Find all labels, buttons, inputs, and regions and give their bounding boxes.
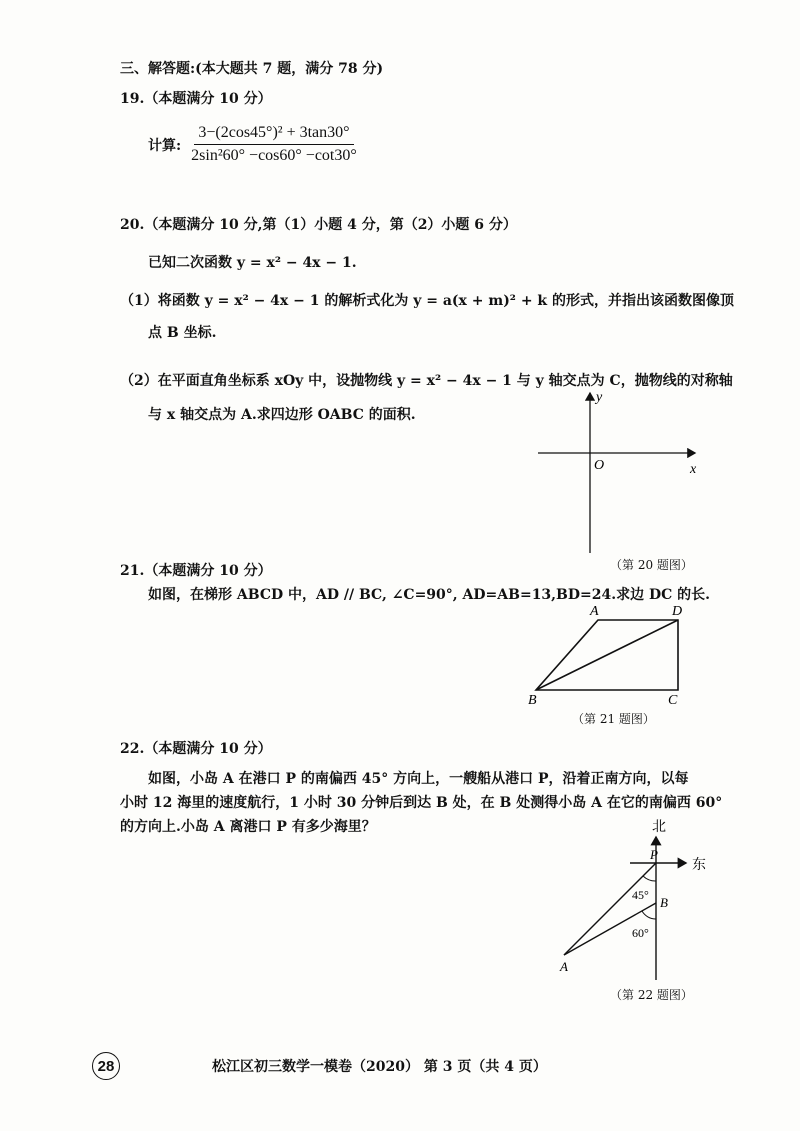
q22-body-line2: 小时 12 海里的速度航行，1 小时 30 分钟后到达 B 处，在 B 处测得小岛 A 在它的南偏西 60° bbox=[120, 795, 723, 811]
q20-part1-line1: （1）将函数 y = x² − 4x − 1 的解析式化为 y = a(x + m)² + k 的形式，并指出该函数图像顶 bbox=[120, 293, 734, 309]
q22-body-line1: 如图，小岛 A 在港口 P 的南偏西 45° 方向上，一艘船从港口 P，沿着正南方向，以每 bbox=[148, 771, 689, 787]
q22-body-line3: 的方向上.小岛 A 离港口 P 有多少海里？ bbox=[120, 819, 376, 835]
q21-title: 21.（本题满分 10 分） bbox=[120, 563, 272, 579]
q22-caption: （第 22 题图） bbox=[610, 988, 693, 1002]
diagonal-bd bbox=[536, 620, 678, 690]
q19-prompt: 计算: bbox=[148, 137, 182, 154]
q19-fraction bbox=[187, 124, 361, 165]
q20-title: 20.（本题满分 10 分,第（1）小题 4 分，第（2）小题 6 分） bbox=[120, 217, 517, 233]
label-b: B bbox=[528, 693, 537, 708]
x-axis-label: x bbox=[690, 462, 697, 477]
q21-caption: （第 21 题图） bbox=[572, 712, 655, 726]
north-label: 北 bbox=[652, 820, 666, 835]
q20-given: 已知二次函数 y = x² − 4x − 1. bbox=[148, 255, 357, 271]
y-axis-label: y bbox=[596, 390, 603, 405]
label-d: D bbox=[672, 604, 683, 619]
label-c: C bbox=[668, 693, 678, 708]
section-heading: 三、解答题:(本大题共 7 题，满分 78 分) bbox=[120, 61, 384, 77]
q22-title: 22.（本题满分 10 分） bbox=[120, 741, 272, 757]
q20-caption: （第 20 题图） bbox=[610, 558, 693, 572]
label-a: A bbox=[560, 959, 568, 974]
page-badge: 28 bbox=[92, 1052, 120, 1080]
angle-label-45: 45° bbox=[632, 888, 649, 902]
q19-title: 19.（本题满分 10 分） bbox=[120, 91, 272, 107]
q20-part2-line1: （2）在平面直角坐标系 xOy 中，设抛物线 y = x² − 4x − 1 与 y 轴交点为 C，抛物线的对称轴 bbox=[120, 373, 733, 389]
q19-numerator: 3−(2cos45°)² + 3tan30° bbox=[194, 124, 353, 145]
angle-arc-60 bbox=[642, 911, 656, 919]
angle-arc-45 bbox=[643, 876, 656, 881]
q20-figure bbox=[530, 385, 710, 570]
footer-text: 松江区初三数学一模卷（2020） 第 3 页（共 4 页） bbox=[212, 1059, 547, 1075]
label-a: A bbox=[590, 604, 599, 619]
q19-denominator: 2sin²60° −cos60° −cot30° bbox=[191, 147, 357, 164]
q20-part1-line2: 点 B 坐标. bbox=[148, 325, 217, 341]
label-b: B bbox=[660, 895, 668, 910]
origin-label: O bbox=[594, 458, 605, 473]
q20-part2-line2: 与 x 轴交点为 A.求四边形 OABC 的面积. bbox=[148, 407, 416, 423]
line-pa bbox=[564, 863, 656, 955]
angle-label-60: 60° bbox=[632, 926, 649, 940]
east-label: 东 bbox=[692, 858, 706, 873]
label-p: P bbox=[650, 847, 658, 862]
q21-figure bbox=[520, 598, 700, 708]
q21-body: 如图，在梯形 ABCD 中，AD // BC, ∠C=90°, AD=AB=13,BD=24.求边 DC 的长. bbox=[148, 587, 711, 603]
q22-figure bbox=[550, 815, 725, 995]
q19-expression bbox=[148, 124, 361, 165]
